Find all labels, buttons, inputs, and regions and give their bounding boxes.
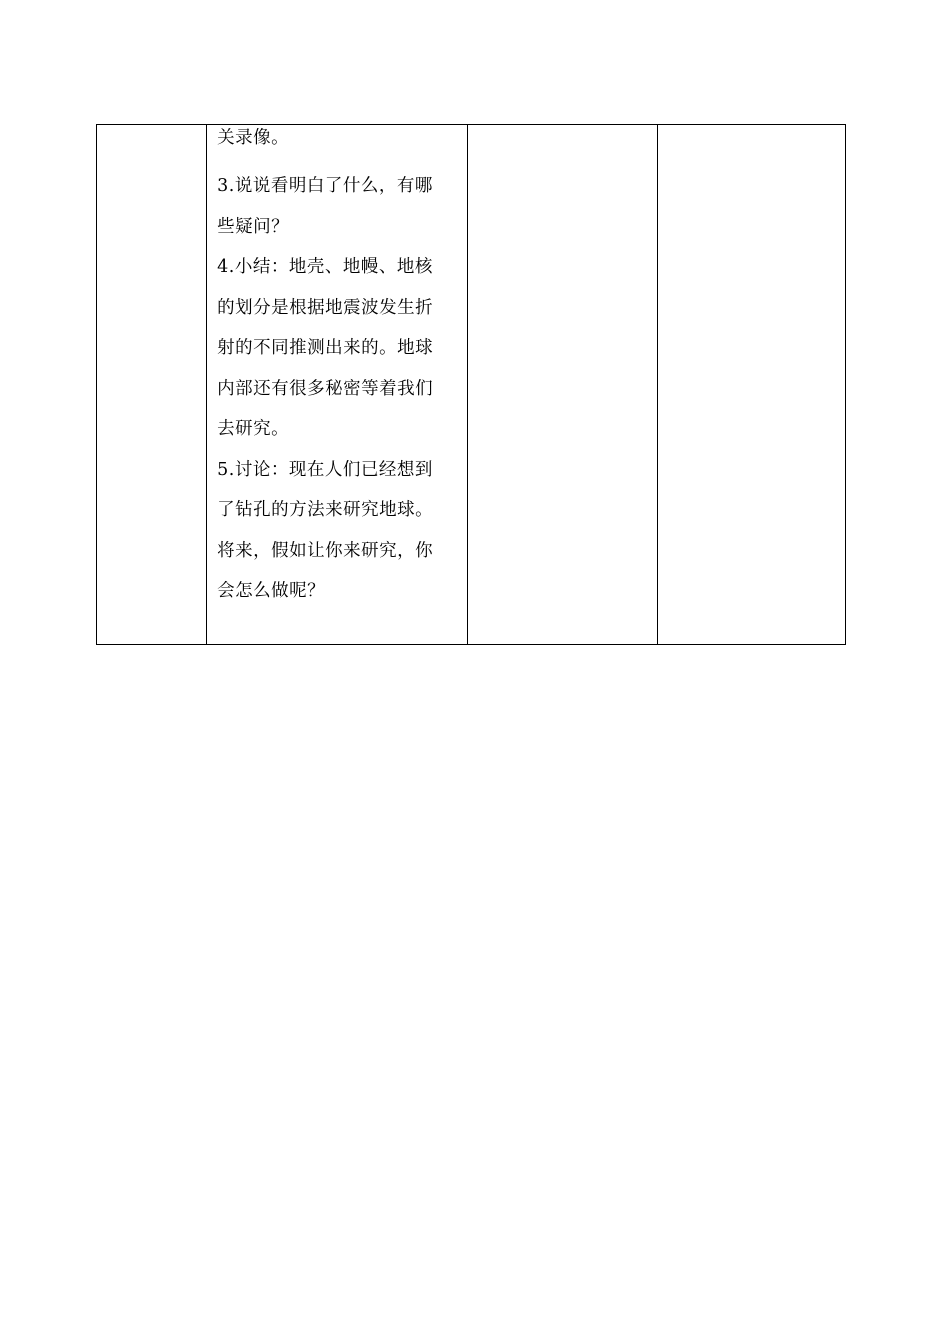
text-line: 射的不同推测出来的。地球: [217, 338, 434, 358]
text-line: 了钻孔的方法来研究地球。: [217, 500, 434, 520]
text-line: 内部还有很多秘密等着我们: [217, 378, 434, 399]
lesson-table: [96, 124, 846, 645]
text-line: 些疑问？: [217, 216, 290, 237]
text-line: 的划分是根据地震波发生折: [217, 297, 434, 318]
table-cell-empty-4: [657, 125, 845, 645]
text-line: 会怎么做呢？: [217, 581, 326, 601]
table-cell-empty-3: [468, 125, 657, 645]
text-line: 4.小结：地壳、地幔、地核: [217, 257, 433, 277]
text-line: 将来，假如让你来研究，你: [217, 540, 434, 561]
text-line: 去研究。: [217, 419, 290, 439]
text-line: 关录像。: [217, 128, 290, 148]
text-line: 5.讨论：现在人们已经想到: [217, 459, 433, 480]
table-row: [97, 125, 846, 645]
activity-text-block: [207, 126, 467, 612]
table-cell-activity: [207, 125, 468, 645]
table-cell-empty-1: [97, 125, 207, 645]
text-line: 3.说说看明白了什么，有哪: [217, 176, 433, 196]
